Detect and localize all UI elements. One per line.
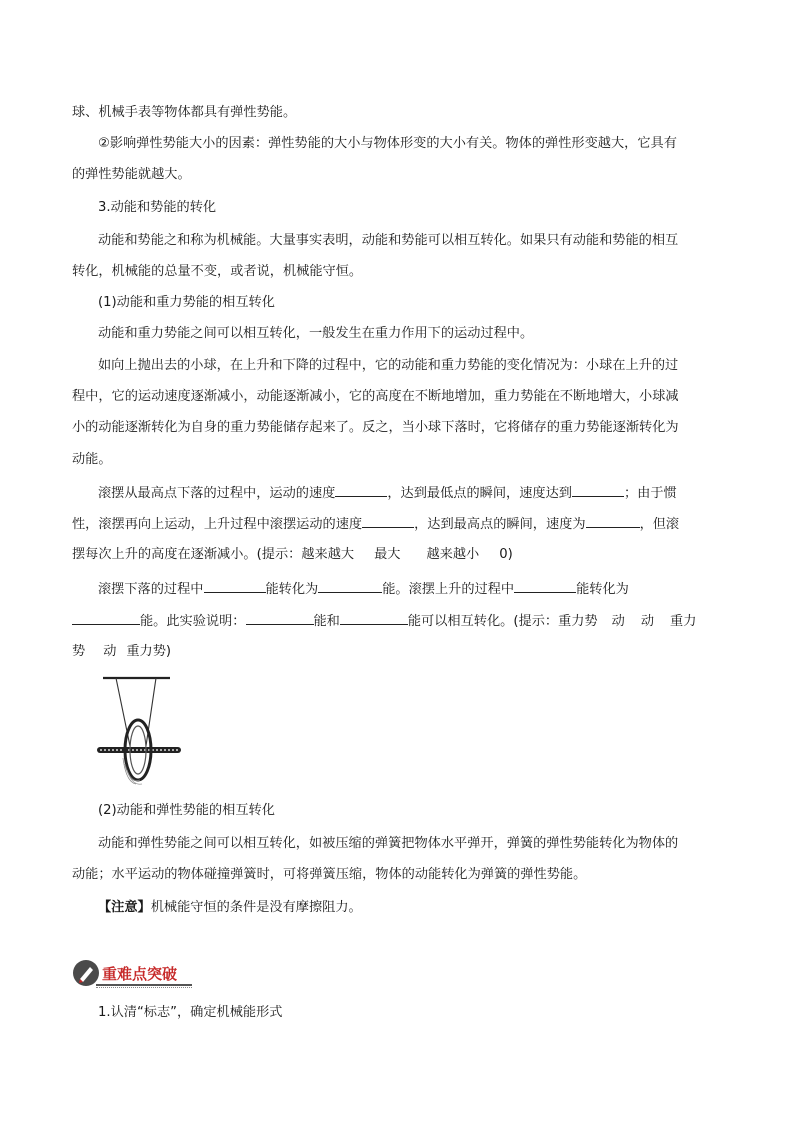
hint-line [72,545,513,565]
text-segment: 重力势) [126,644,172,659]
badge-underline [96,984,192,986]
paragraph-line: 转化，机械能的总量不变，或者说，机械能守恒。 [72,264,363,279]
answer-blank [72,610,140,625]
text-segment: 越来越小 [426,547,480,562]
section-badge [72,958,196,988]
text-segment: ，达到最低点的瞬间，速度达到 [387,486,572,501]
text-segment: ；由于惯 [624,486,677,501]
text-segment: ，但滚 [639,517,680,532]
answer-blank [340,610,408,625]
text-segment: 能转化为 [576,582,629,597]
text-segment: 势 [72,644,86,659]
text-segment: 机械能守恒的条件是没有摩擦阻力。 [150,900,362,915]
fill-blank-line [72,610,696,632]
pendulum-figure [96,672,186,790]
paragraph-line: 程中，它的运动速度逐渐减小，动能逐渐减小，它的高度在不断地增加，重力势能在不断地增大，小球减 [72,389,679,404]
paragraph-line: ②影响弹性势能大小的因素：弹性势能的大小与物体形变的大小有关。物体的弹性形变越大，它具有 [98,136,677,151]
paragraph-line: 小的动能逐渐转化为自身的重力势能储存起来了。反之，当小球下落时，它将储存的重力势能逐渐转化为 [72,420,679,435]
text-segment: 能。此实验说明： [140,614,246,629]
text-segment: 能和 [313,614,340,629]
text-segment: 摆每次上升的高度在逐渐减小。(提示：越来越大 [72,547,355,562]
text-segment: 最大 [374,547,401,562]
fill-blank-line [72,513,679,535]
paragraph-line: 动能。 [72,452,112,467]
text-segment: 0) [499,547,513,562]
paragraph-line: 动能和势能之和称为机械能。大量事实表明，动能和势能可以相互转化。如果只有动能和势能的相互 [98,233,679,248]
paragraph-line: 动能和重力势能之间可以相互转化，一般发生在重力作用下的运动过程中。 [98,326,534,341]
subsection-heading: (2)动能和弹性势能的相互转化 [98,803,275,818]
text-segment: 动 [640,614,655,629]
paragraph-line: 如向上抛出去的小球，在上升和下降的过程中，它的动能和重力势能的变化情况为：小球在上升的过 [98,358,679,373]
paragraph-line: 1.认清“标志”，确定机械能形式 [98,1005,283,1020]
text-segment: 能转化为 [265,582,319,597]
text-segment: ，达到最高点的瞬间，速度为 [414,517,586,532]
section-badge-label: 重难点突破 [102,965,178,983]
text-segment: 能可以相互转化。(提示：重力势 [407,614,598,629]
answer-blank [335,482,387,497]
text-segment: 滚摆下落的过程中 [98,582,204,597]
note-line [98,898,362,918]
text-segment: 能。滚摆上升的过程中 [382,582,515,597]
subsection-heading: (1)动能和重力势能的相互转化 [98,295,275,310]
hint-line [72,642,171,662]
text-segment: 滚摆从最高点下落的过程中，运动的速度 [98,486,336,501]
paragraph-line: 球、机械手表等物体都具有弹性势能。 [72,105,297,120]
answer-blank [246,610,314,625]
answer-blank [572,482,624,497]
section-heading: 3.动能和势能的转化 [98,200,217,215]
answer-blank [586,513,640,528]
note-label: 【注意】 [98,900,151,915]
paragraph-line: 动能和弹性势能之间可以相互转化，如被压缩的弹簧把物体水平弹开，弹簧的弹性势能转化为物体的 [98,836,679,851]
text-segment: 重力 [670,614,697,629]
badge-underline-dots [96,987,192,989]
answer-blank [318,578,382,593]
answer-blank [204,578,266,593]
fill-blank-line [98,482,677,504]
text-segment: 动 [611,614,625,629]
paragraph-line: 动能；水平运动的物体碰撞弹簧时，可将弹簧压缩，物体的动能转化为弹簧的弹性势能。 [72,867,587,882]
text-segment: 动 [103,644,117,659]
paragraph-line: 的弹性势能就越大。 [72,167,191,182]
fill-blank-line [98,578,629,600]
text-segment: 性，滚摆再向上运动，上升过程中滚摆运动的速度 [72,517,363,532]
answer-blank [362,513,414,528]
answer-blank [514,578,576,593]
